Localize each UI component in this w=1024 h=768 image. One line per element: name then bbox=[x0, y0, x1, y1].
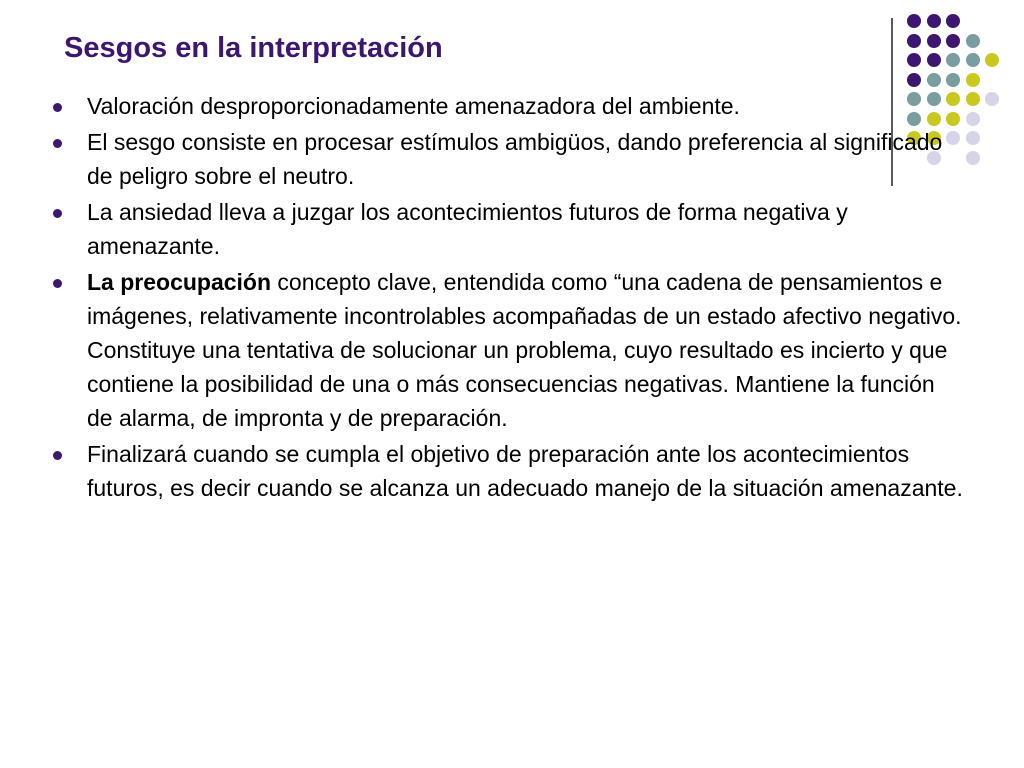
bullet-list bbox=[44, 89, 964, 507]
decorative-dot bbox=[946, 34, 960, 48]
decorative-dot bbox=[966, 151, 980, 165]
bullet-strong-text: La preocupación bbox=[87, 269, 272, 295]
bullet-item bbox=[44, 265, 964, 435]
decorative-dot bbox=[907, 73, 921, 87]
bullet-item bbox=[44, 89, 964, 123]
decorative-dot bbox=[946, 14, 960, 28]
decorative-dot bbox=[946, 53, 960, 67]
decorative-dot bbox=[966, 112, 980, 126]
bullet-text: Finalizará cuando se cumpla el objetivo de preparación ante los acontecimientos futuros, es decir cuando se alcanza un adecuado manejo de la situación amenazante. bbox=[87, 441, 963, 501]
bullet-text: La ansiedad lleva a juzgar los acontecimientos futuros de forma negativa y amenazante. bbox=[87, 199, 848, 259]
bullet-dot-icon bbox=[53, 139, 62, 148]
bullet-dot-icon bbox=[53, 209, 62, 218]
decorative-dot bbox=[985, 92, 999, 106]
decorative-dot bbox=[907, 34, 921, 48]
decorative-dot bbox=[927, 34, 941, 48]
bullet-item bbox=[44, 125, 964, 193]
decorative-dot bbox=[966, 34, 980, 48]
bullet-dot-icon bbox=[53, 103, 62, 112]
decorative-dot bbox=[966, 92, 980, 106]
decorative-dot bbox=[966, 73, 980, 87]
decorative-dot bbox=[927, 14, 941, 28]
decorative-dot bbox=[966, 131, 980, 145]
decorative-dot bbox=[907, 14, 921, 28]
bullet-dot-icon bbox=[53, 279, 62, 288]
decorative-dot bbox=[927, 73, 941, 87]
bullet-item bbox=[44, 195, 964, 263]
bullet-item bbox=[44, 437, 964, 505]
decorative-dot bbox=[907, 53, 921, 67]
bullet-text: El sesgo consiste en procesar estímulos ambigüos, dando preferencia al significado de peligro sobre el neutro. bbox=[87, 129, 943, 189]
bullet-text: concepto clave, entendida como “una cadena de pensamientos e imágenes, relativamente incontrolables acompañadas de un estado afectivo negativo. Constituye una tentativa de solucionar un problema, cuyo resultado es incierto y que contiene la posibilidad de una o más consecuencias negativas. Mantiene la función de alarma, de impronta y de preparación. bbox=[87, 269, 962, 431]
bullet-text: Valoración desproporcionadamente amenazadora del ambiente. bbox=[87, 93, 740, 119]
decorative-dot bbox=[966, 53, 980, 67]
decorative-dot bbox=[946, 73, 960, 87]
bullet-dot-icon bbox=[53, 451, 62, 460]
slide-title: Sesgos en la interpretación bbox=[64, 32, 443, 64]
decorative-dot bbox=[985, 53, 999, 67]
decorative-dot bbox=[927, 53, 941, 67]
